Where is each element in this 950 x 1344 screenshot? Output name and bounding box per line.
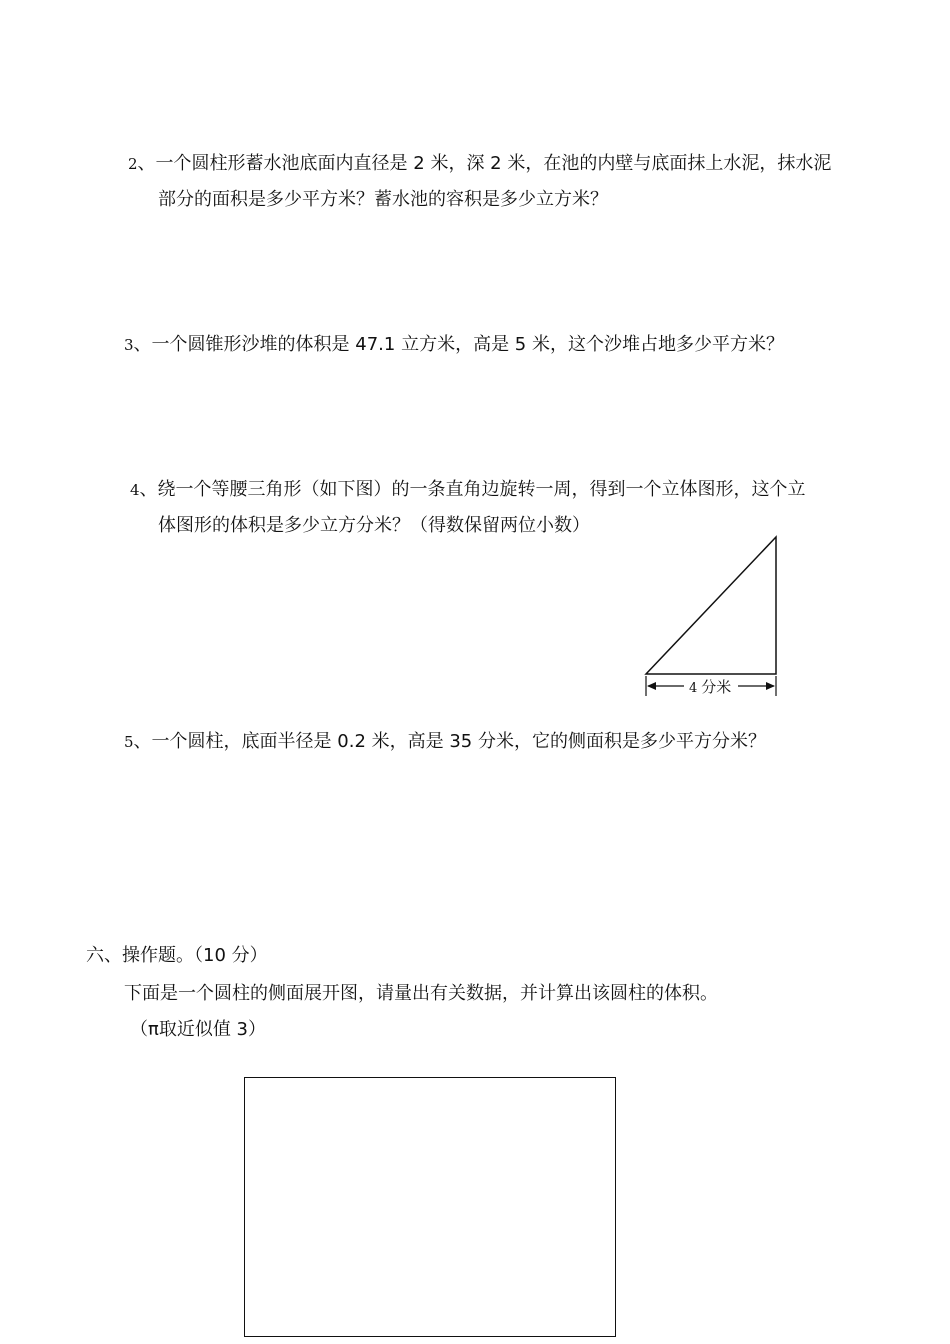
q2-number: 2 — [128, 155, 138, 173]
q3-line-1 — [124, 333, 784, 357]
triangle-shape — [646, 537, 776, 674]
q4-line-2: 体图形的体积是多少立方分米？（得数保留两位小数） — [158, 515, 590, 536]
q4-line-1 — [130, 478, 806, 502]
cylinder-net-rectangle — [244, 1077, 616, 1337]
q5-line-1 — [124, 730, 766, 754]
q5-number: 5 — [124, 733, 134, 751]
q4-number: 4 — [130, 481, 140, 499]
q5-text-1: 、一个圆柱，底面半径是 0.2 米，高是 35 分米，它的侧面积是多少平方分米？ — [133, 731, 766, 752]
dimension-unit: 分米 — [701, 678, 732, 696]
dimension-value: 4 — [689, 681, 698, 696]
q2-text-1: 、一个圆柱形蓄水池底面内直径是 2 米，深 2 米，在池的内壁与底面抹上水泥，抹水泥 — [137, 153, 832, 174]
arrowhead-left — [647, 682, 656, 690]
section6-line-1: 下面是一个圆柱的侧面展开图，请量出有关数据，并计算出该圆柱的体积。 — [124, 983, 718, 1004]
q3-number: 3 — [124, 336, 134, 354]
section6-heading: 六、操作题。（10 分） — [86, 945, 268, 966]
svg-text:4分米 — [689, 678, 731, 696]
q3-text-1: 、一个圆锥形沙堆的体积是 47.1 立方米，高是 5 米，这个沙堆占地多少平方米？ — [133, 334, 784, 355]
section6-line-2: （π取近似值 3） — [130, 1019, 267, 1040]
q4-text-1: 、绕一个等腰三角形（如下图）的一条直角边旋转一周，得到一个立体图形，这个立 — [139, 479, 806, 500]
arrowhead-right — [766, 682, 775, 690]
q2-line-1 — [128, 152, 831, 176]
q2-line-2: 部分的面积是多少平方米？蓄水池的容积是多少立方米？ — [158, 189, 608, 210]
right-triangle-figure — [640, 530, 790, 705]
